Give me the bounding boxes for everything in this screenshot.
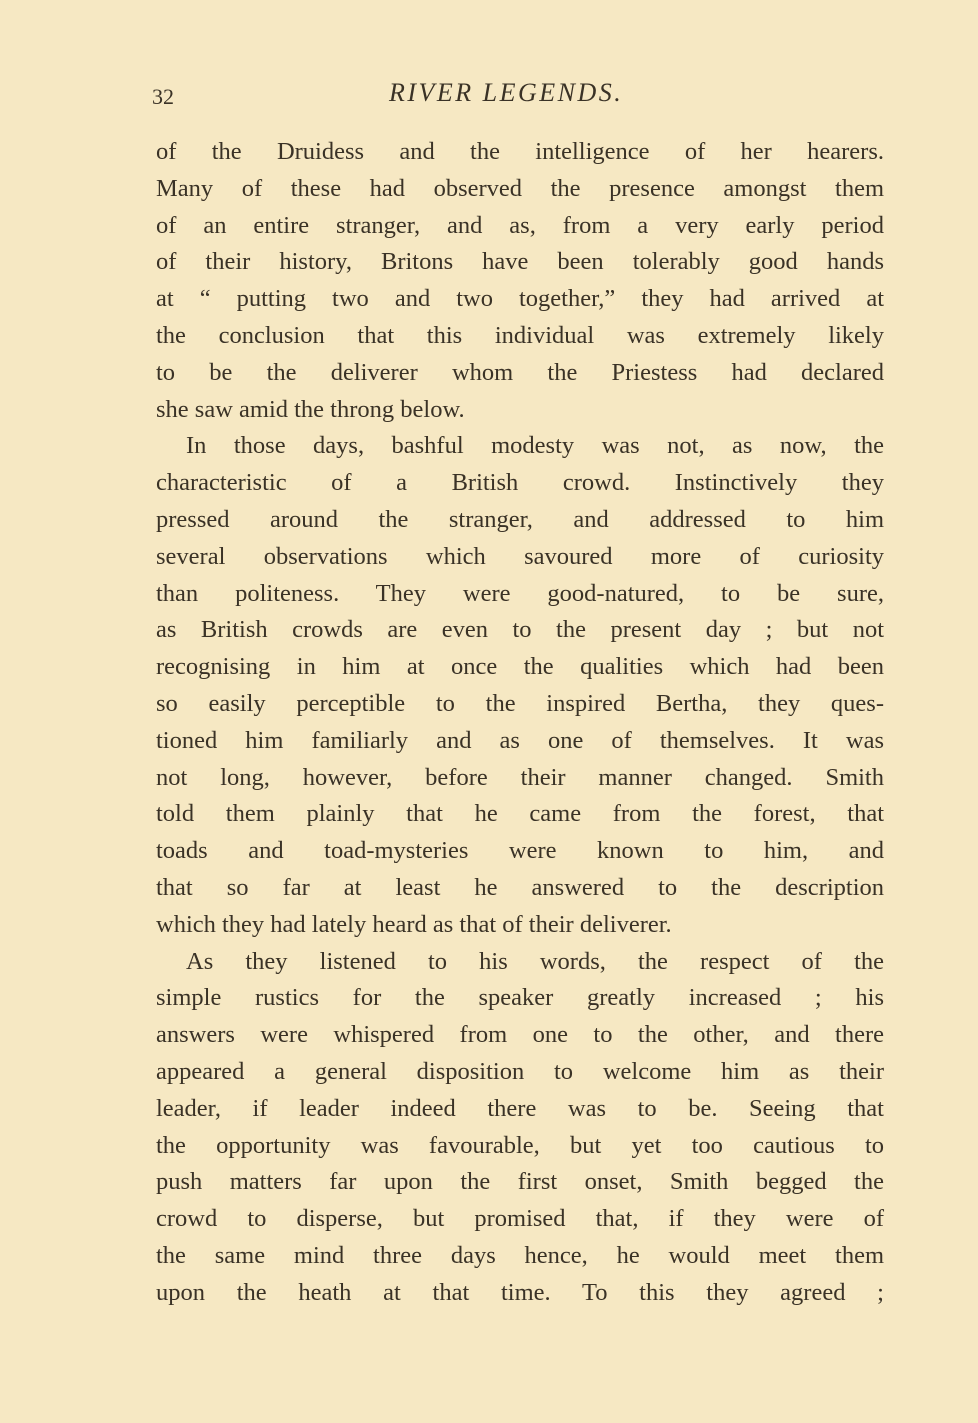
- text-line: of an entire stranger, and as, from a very early period: [156, 211, 884, 239]
- text-line: several observations which savoured more of curiosity: [156, 542, 884, 570]
- text-line: that so far at least he answered to the description: [156, 873, 884, 901]
- page-header: [0, 78, 978, 108]
- text-line: the conclusion that this individual was extremely likely: [156, 321, 884, 349]
- page-number: 32: [152, 84, 174, 109]
- text-line: characteristic of a British crowd. Instinctively they: [156, 469, 884, 497]
- text-line: leader, if leader indeed there was to be. Seeing that: [156, 1094, 884, 1122]
- text-line: answers were whispered from one to the other, and there: [156, 1021, 884, 1049]
- running-title: RIVER LEGENDS.: [389, 78, 624, 107]
- text-line: as British crowds are even to the present day ; but not: [156, 616, 884, 644]
- text-line: push matters far upon the first onset, Smith begged the: [156, 1168, 884, 1196]
- paragraph: [156, 428, 884, 943]
- text-line: of the Druidess and the intelligence of her hearers.: [156, 138, 884, 165]
- text-line: toads and toad-mysteries were known to him, and: [156, 837, 884, 865]
- paragraph: [156, 944, 884, 1312]
- text-line: she saw amid the throng below.: [156, 395, 465, 423]
- text-line: which they had lately heard as that of their deliverer.: [156, 910, 672, 938]
- text-line: the same mind three days hence, he would meet them: [156, 1241, 884, 1269]
- text-line: crowd to disperse, but promised that, if they were of: [156, 1205, 884, 1233]
- text-line: the opportunity was favourable, but yet too cautious to: [156, 1131, 884, 1159]
- text-line: not long, however, before their manner changed. Smith: [156, 763, 884, 791]
- text-line: of their history, Britons have been tolerably good hands: [156, 248, 884, 276]
- paragraph: [156, 134, 884, 428]
- text-line: appeared a general disposition to welcome him as their: [156, 1057, 884, 1085]
- text-body: [156, 134, 884, 1312]
- text-line: tioned him familiarly and as one of themselves. It was: [156, 726, 884, 754]
- text-line: simple rustics for the speaker greatly increased ; his: [156, 984, 884, 1012]
- text-line: In those days, bashful modesty was not, as now, the: [186, 432, 884, 460]
- text-line: pressed around the stranger, and addressed to him: [156, 505, 884, 533]
- text-line: As they listened to his words, the respect of the: [186, 947, 884, 975]
- text-line: at “ putting two and two together,” they had arrived at: [156, 285, 884, 313]
- text-line: Many of these had observed the presence amongst them: [156, 174, 884, 202]
- text-line: than politeness. They were good-natured, to be sure,: [156, 579, 884, 607]
- text-line: recognising in him at once the qualities which had been: [156, 653, 884, 681]
- text-line: upon the heath at that time. To this they agreed ;: [156, 1278, 884, 1306]
- text-line: so easily perceptible to the inspired Bertha, they ques-: [156, 689, 884, 717]
- text-line: told them plainly that he came from the forest, that: [156, 800, 884, 828]
- text-line: to be the deliverer whom the Priestess had declared: [156, 358, 884, 386]
